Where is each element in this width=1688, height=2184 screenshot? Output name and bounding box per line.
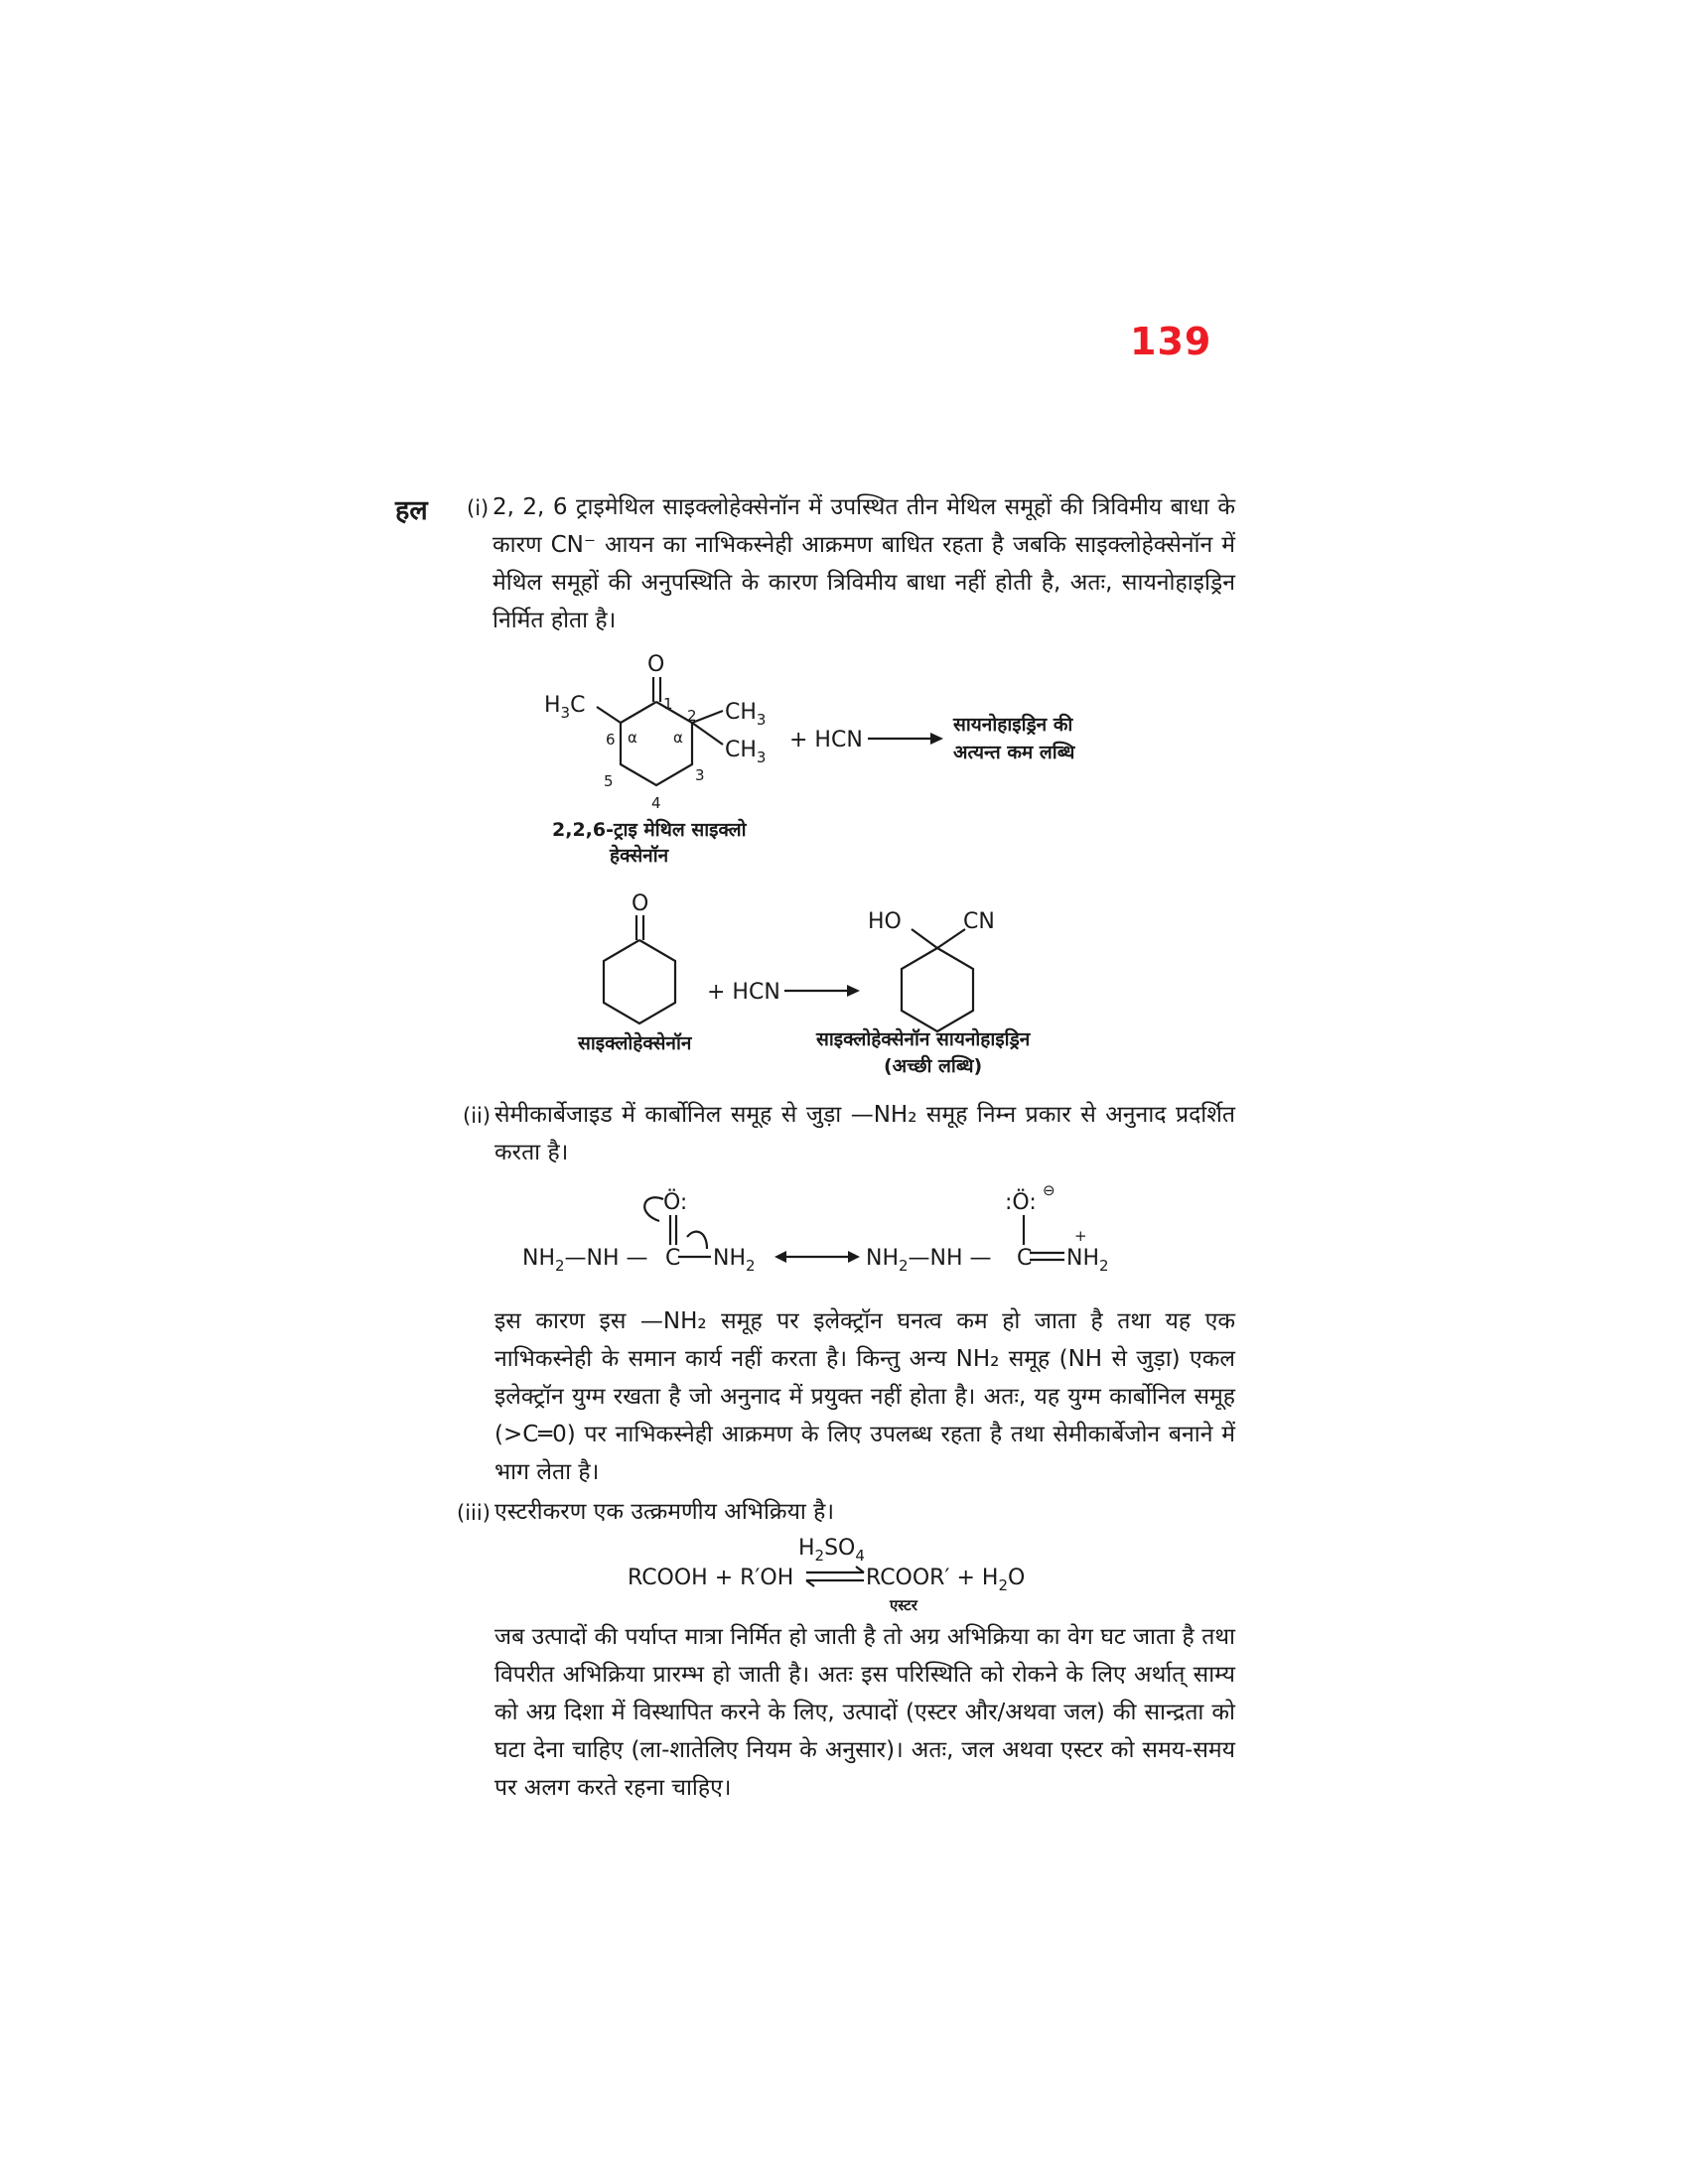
- right-nh2-a: $NH_2—NH$ —: [866, 1246, 992, 1275]
- left-oxygen: Ö:: [663, 1190, 688, 1215]
- part-iii-text: एस्टरीकरण एक उत्क्रमणीय अभिक्रिया है।: [494, 1499, 835, 1525]
- right-nh2-b: $NH_2$: [1066, 1246, 1109, 1275]
- right-oxygen: :Ö:: [1005, 1190, 1037, 1215]
- equation-left: RCOOH + R′OH: [628, 1566, 794, 1590]
- left-nh2-a: $NH_2—NH$ —: [522, 1246, 648, 1275]
- product-1-line2: अत्यन्त कम लब्धि: [953, 742, 1075, 763]
- ring-num-5: 5: [604, 772, 614, 790]
- alpha-right: α: [673, 729, 683, 747]
- ring-num-2: 2: [687, 707, 697, 725]
- part-ii-text: सेमीकार्बेजाइड में कार्बोनिल समूह से जुड़ा —NH₂ समूह निम्न प्रकार से अनुनाद प्रदर्शित करता है।: [494, 1102, 1235, 1165]
- cyano-label: CN: [963, 909, 995, 934]
- left-nh2-b: $NH_2$: [713, 1246, 756, 1275]
- ring-num-3: 3: [695, 766, 705, 784]
- part-i-text: 2, 2, 6 ट्राइमेथिल साइक्लोहेक्सेनॉन में उपस्थित तीन मेथिल समूहों की त्रिविमीय बाधा के कारण CN⁻ आयन का नाभिकस्नेही आक्रमण बाधित रहता है जबकि साइक्लोहेक्सेनॉन में मेथिल समूहों की अनुपस्थिति के कारण त्रिविमीय बाधा नहीं होती है, अतः, सायनोहाइड्रिन निर्मित होता है।: [492, 494, 1235, 633]
- ring-num-1: 1: [663, 695, 673, 713]
- ring-num-6: 6: [606, 731, 616, 749]
- product-2-caption-line2: (अच्छी लब्धि): [884, 1055, 983, 1077]
- equation-right: RCOOR′ + $H_2O$: [866, 1566, 1026, 1594]
- cyclohexanone-oxygen: O: [632, 891, 649, 916]
- ring-num-4: 4: [651, 794, 661, 812]
- minus-charge: ⊖: [1043, 1181, 1055, 1199]
- hydroxyl-label: HO: [868, 909, 902, 934]
- plus-charge: +: [1074, 1227, 1087, 1245]
- methyl-left: $H_3C$: [544, 693, 586, 722]
- reactant-1-caption-line1: 2,2,6-ट्राइ मेथिल साइक्लो: [552, 819, 747, 841]
- left-carbon: C: [665, 1246, 681, 1271]
- solution-label: हल: [395, 495, 428, 526]
- right-carbon: C: [1017, 1246, 1033, 1271]
- catalyst: $H_2SO_4$: [798, 1536, 865, 1565]
- methyl-top: $CH_3$: [725, 700, 767, 729]
- part-iii-explanation: जब उत्पादों की पर्याप्त मात्रा निर्मित हो जाती है तो अग्र अभिक्रिया का वेग घट जाता है तथा विपरीत अभिक्रिया प्रारम्भ हो जाती है। अतः इस परिस्थिति को रोकने के लिए अर्थात् साम्य को अग्र दिशा में विस्थापित करने के लिए, उत्पादों (एस्टर और/अथवा जल) की सान्द्रता को घटा देना चाहिए (ला-शातेलिए नियम के अनुसार)। अतः, जल अथवा एस्टर को समय-समय पर अलग करते रहना चाहिए।: [494, 1624, 1235, 1801]
- alpha-left: α: [628, 729, 637, 747]
- part-ii-explanation: इस कारण इस —NH₂ समूह पर इलेक्ट्रॉन घनत्व कम हो जाता है तथा यह एक नाभिकस्नेही के समान कार्य नहीं करता है। किन्तु अन्य NH₂ समूह (NH से जुड़ा) एकल इलेक्ट्रॉन युग्म रखता है जो अनुनाद में प्रयुक्त नहीं होता है। अतः, यह युग्म कार्बोनिल समूह (>C═0) पर नाभिकस्नेही आक्रमण के लिए उपलब्ध रहता है तथा सेमीकार्बेजोन बनाने में भाग लेता है।: [494, 1308, 1235, 1485]
- page-number: 139: [1130, 320, 1212, 363]
- reagent-hcn-2: + HCN: [707, 980, 780, 1005]
- reagent-hcn-1: + HCN: [789, 728, 863, 752]
- part-iii-number: (iii): [457, 1501, 491, 1525]
- product-2-caption-line1: साइक्लोहेक्सेनॉन सायनोहाइड्रिन: [816, 1028, 1031, 1050]
- part-i-number: (i): [467, 496, 490, 520]
- carbonyl-oxygen: O: [647, 652, 665, 677]
- methyl-bottom: $CH_3$: [725, 738, 767, 766]
- ester-label: एस्टर: [890, 1596, 917, 1614]
- reactant-1-caption-line2: हेक्सेनॉन: [610, 845, 669, 867]
- part-ii-number: (ii): [463, 1104, 492, 1128]
- product-1-line1: सायनोहाइड्रिन की: [953, 714, 1073, 736]
- reactant-2-caption: साइक्लोहेक्सेनॉन: [578, 1032, 692, 1054]
